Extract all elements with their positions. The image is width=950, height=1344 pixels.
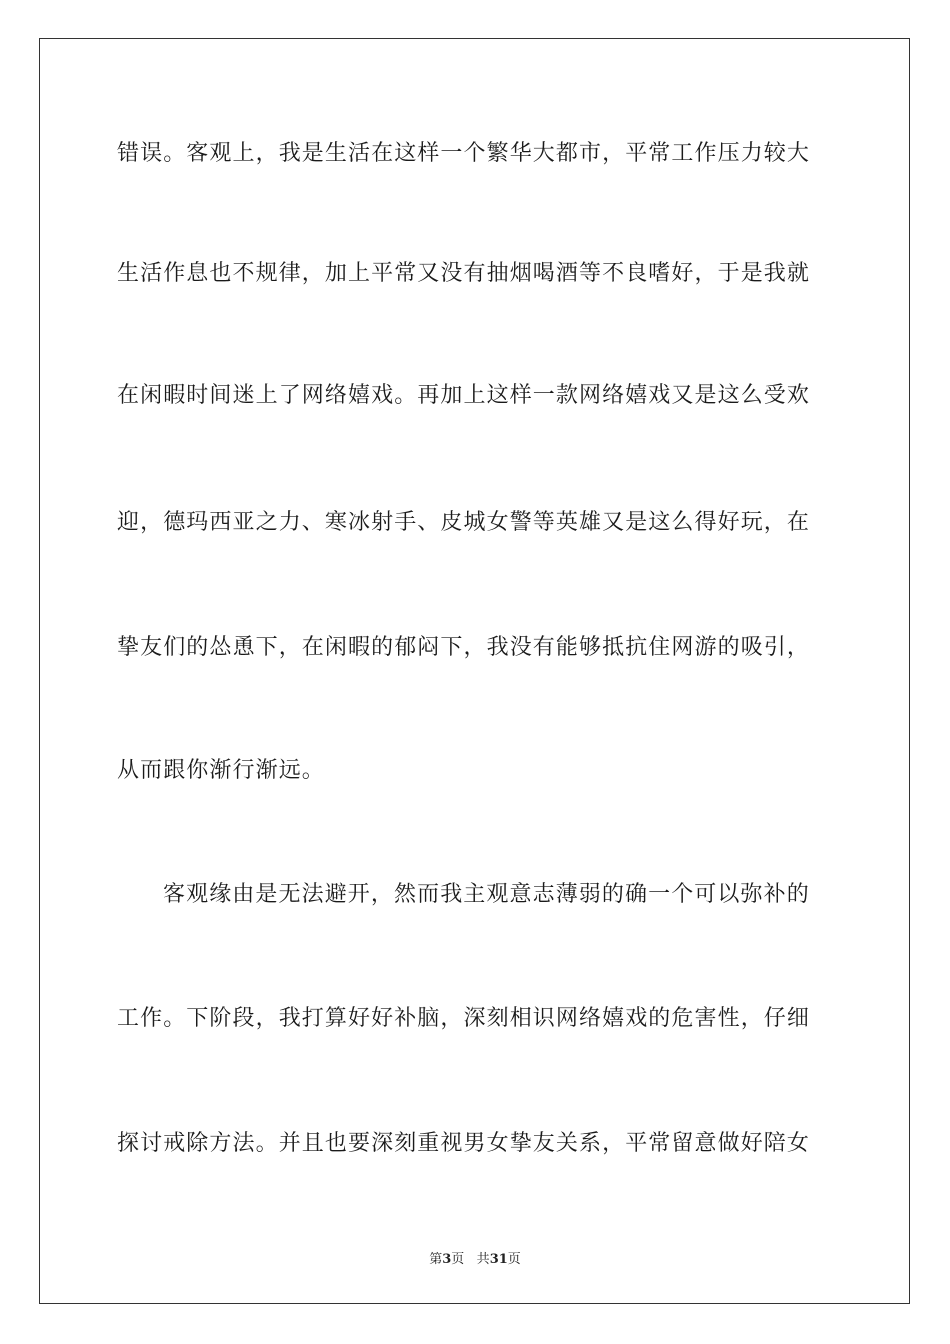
text-line-9: 探讨戒除方法。并且也要深刻重视男女挚友关系，平常留意做好陪女 xyxy=(117,1131,811,1156)
text-line-8: 工作。下阶段，我打算好好补脑，深刻相识网络嬉戏的危害性，仔细 xyxy=(117,1006,811,1031)
text-line-5: 挚友们的怂恿下，在闲暇的郁闷下，我没有能够抵抗住网游的吸引， xyxy=(117,635,811,660)
text-line-6: 从而跟你渐行渐远。 xyxy=(117,758,325,783)
page-border xyxy=(39,38,910,1304)
total-pages: 31 xyxy=(489,1252,508,1267)
total-prefix: 共 xyxy=(476,1252,490,1267)
text-line-7-paragraph-start: 客观缘由是无法避开，然而我主观意志薄弱的确一个可以弥补的 xyxy=(163,882,810,907)
text-line-1: 错误。客观上，我是生活在这样一个繁华大都市，平常工作压力较大 xyxy=(117,141,811,166)
page-prefix: 第 xyxy=(429,1252,443,1267)
page-number: 3 xyxy=(442,1252,452,1267)
total-suffix: 页 xyxy=(507,1252,521,1267)
text-line-2: 生活作息也不规律，加上平常又没有抽烟喝酒等不良嗜好，于是我就 xyxy=(117,261,811,286)
text-line-4: 迎，德玛西亚之力、寒冰射手、皮城女警等英雄又是这么得好玩，在 xyxy=(117,510,811,535)
page-suffix: 页 xyxy=(451,1252,465,1267)
text-line-3: 在闲暇时间迷上了网络嬉戏。再加上这样一款网络嬉戏又是这么受欢 xyxy=(117,383,811,408)
page-footer xyxy=(0,1248,950,1267)
